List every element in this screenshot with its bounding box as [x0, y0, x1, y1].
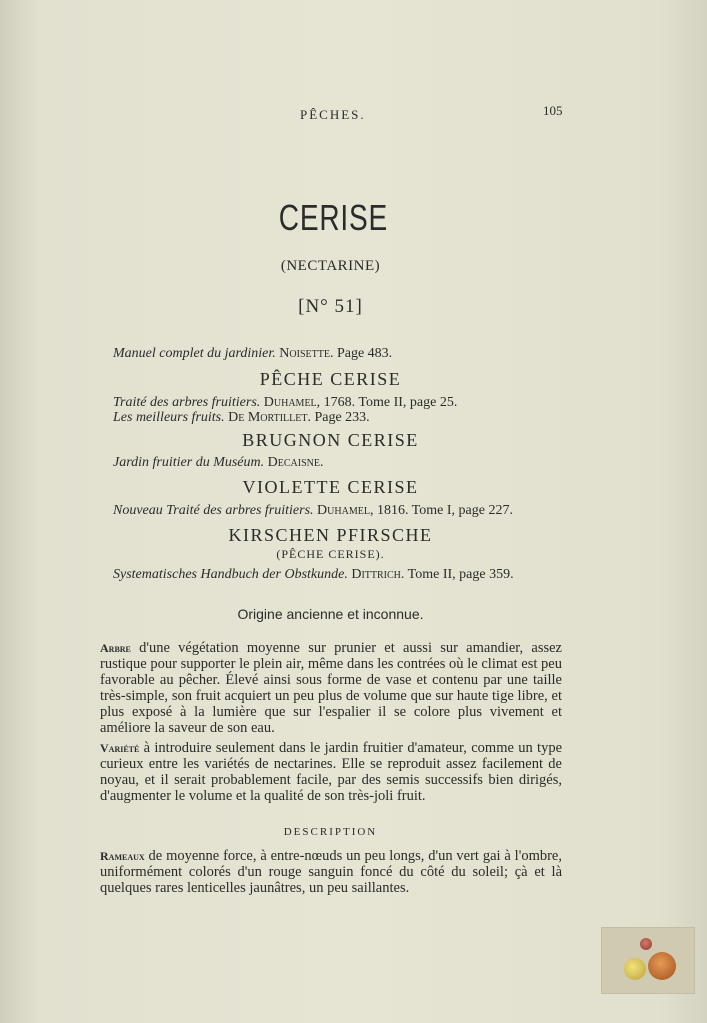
paragraph-rameaux [100, 848, 562, 896]
fruit-thumbnail-image [601, 927, 695, 994]
reference-line [113, 455, 323, 471]
page-number: 105 [543, 103, 563, 118]
paragraph-text: à introduire seulement dans le jardin fruitier d'amateur, comme un type curieux entre les variétés de nectarines. Elle se reproduit assez facilement de noyau, et il serait probablement facile, par des semis successifs bien dirigés, d'augmenter le volume et la qualité de son très-joli fruit. [100, 740, 562, 804]
reference-detail: , 1768. Tome II, page 25. [316, 395, 458, 410]
paragraph-lead: Rameaux [100, 849, 145, 863]
work-title: Manuel complet du jardinier. [113, 346, 276, 361]
work-title: Nouveau Traité des arbres fruitiers. [113, 503, 314, 518]
reference-detail: , 1816. Tome I, page 227. [369, 503, 513, 518]
reference-line [113, 503, 513, 519]
work-title: Jardin fruitier du Muséum. [113, 455, 265, 470]
synonym-heading: KIRSCHEN PFIRSCHE [228, 525, 433, 545]
synonym-heading: VIOLETTE CERISE [242, 477, 419, 497]
variety-number: [N° 51] [298, 296, 363, 317]
reference-detail: . Tome II, page 359. [400, 567, 514, 582]
fruit-illustration-icon [624, 958, 646, 980]
author-name: De Mortillet [228, 410, 308, 425]
synonym-subheading: (PÊCHE CERISE). [276, 547, 385, 561]
reference-line [113, 395, 457, 411]
author-name: Duhamel [263, 395, 317, 410]
reference-detail: . Page 233. [307, 410, 370, 425]
author-name: Noisette [279, 346, 330, 361]
paragraph-text: d'une végétation moyenne sur prunier et aussi sur amandier, assez rustique pour supporter le plein air, même dans les contrées où le climat est peu favorable au pêcher. Élevé ainsi sous forme de vase et contenu par une taille très-simple, son fruit acquiert un peu plus de volume que sur haute tige libre, et plus exposé à la lumière que sur l'espalier il se colore plus vivement et améliore la saveur de son eau. [100, 640, 562, 736]
running-header: PÊCHES. [300, 107, 366, 122]
work-title: Systematisches Handbuch der Obstkunde. [113, 567, 348, 582]
work-title: Traité des arbres fruitiers. [113, 395, 261, 410]
origin-note: Origine ancienne et inconnue. [237, 606, 424, 622]
description-heading: DESCRIPTION [283, 826, 378, 838]
paragraph-lead: Variété [100, 741, 140, 755]
reference-line [113, 410, 370, 426]
paragraph-lead: Arbre [100, 641, 131, 655]
fruit-illustration-icon [648, 952, 676, 980]
paragraph-arbre [100, 640, 562, 736]
reference-detail: . Page 483. [329, 346, 393, 361]
author-name: Decaisne [267, 455, 320, 470]
work-title: Les meilleurs fruits. [113, 410, 225, 425]
variety-subtitle: (NECTARINE) [280, 258, 381, 274]
reference-line [113, 346, 392, 362]
synonym-heading: BRUGNON CERISE [242, 430, 419, 450]
reference-detail: . [319, 455, 324, 470]
paragraph-variete [100, 740, 562, 804]
variety-title: CERISE [278, 197, 389, 238]
synonym-heading: PÊCHE CERISE [259, 369, 402, 389]
reference-line [113, 567, 514, 583]
fruit-illustration-icon [640, 938, 652, 950]
paragraph-text: de moyenne force, à entre-nœuds un peu longs, d'un vert gai à l'ombre, uniformément colorés d'un rouge sanguin foncé du côté du soleil; çà et là quelques rares lenticelles jaunâtres, un peu saillantes. [100, 848, 562, 896]
author-name: Dittrich [351, 567, 401, 582]
author-name: Duhamel [317, 503, 370, 518]
